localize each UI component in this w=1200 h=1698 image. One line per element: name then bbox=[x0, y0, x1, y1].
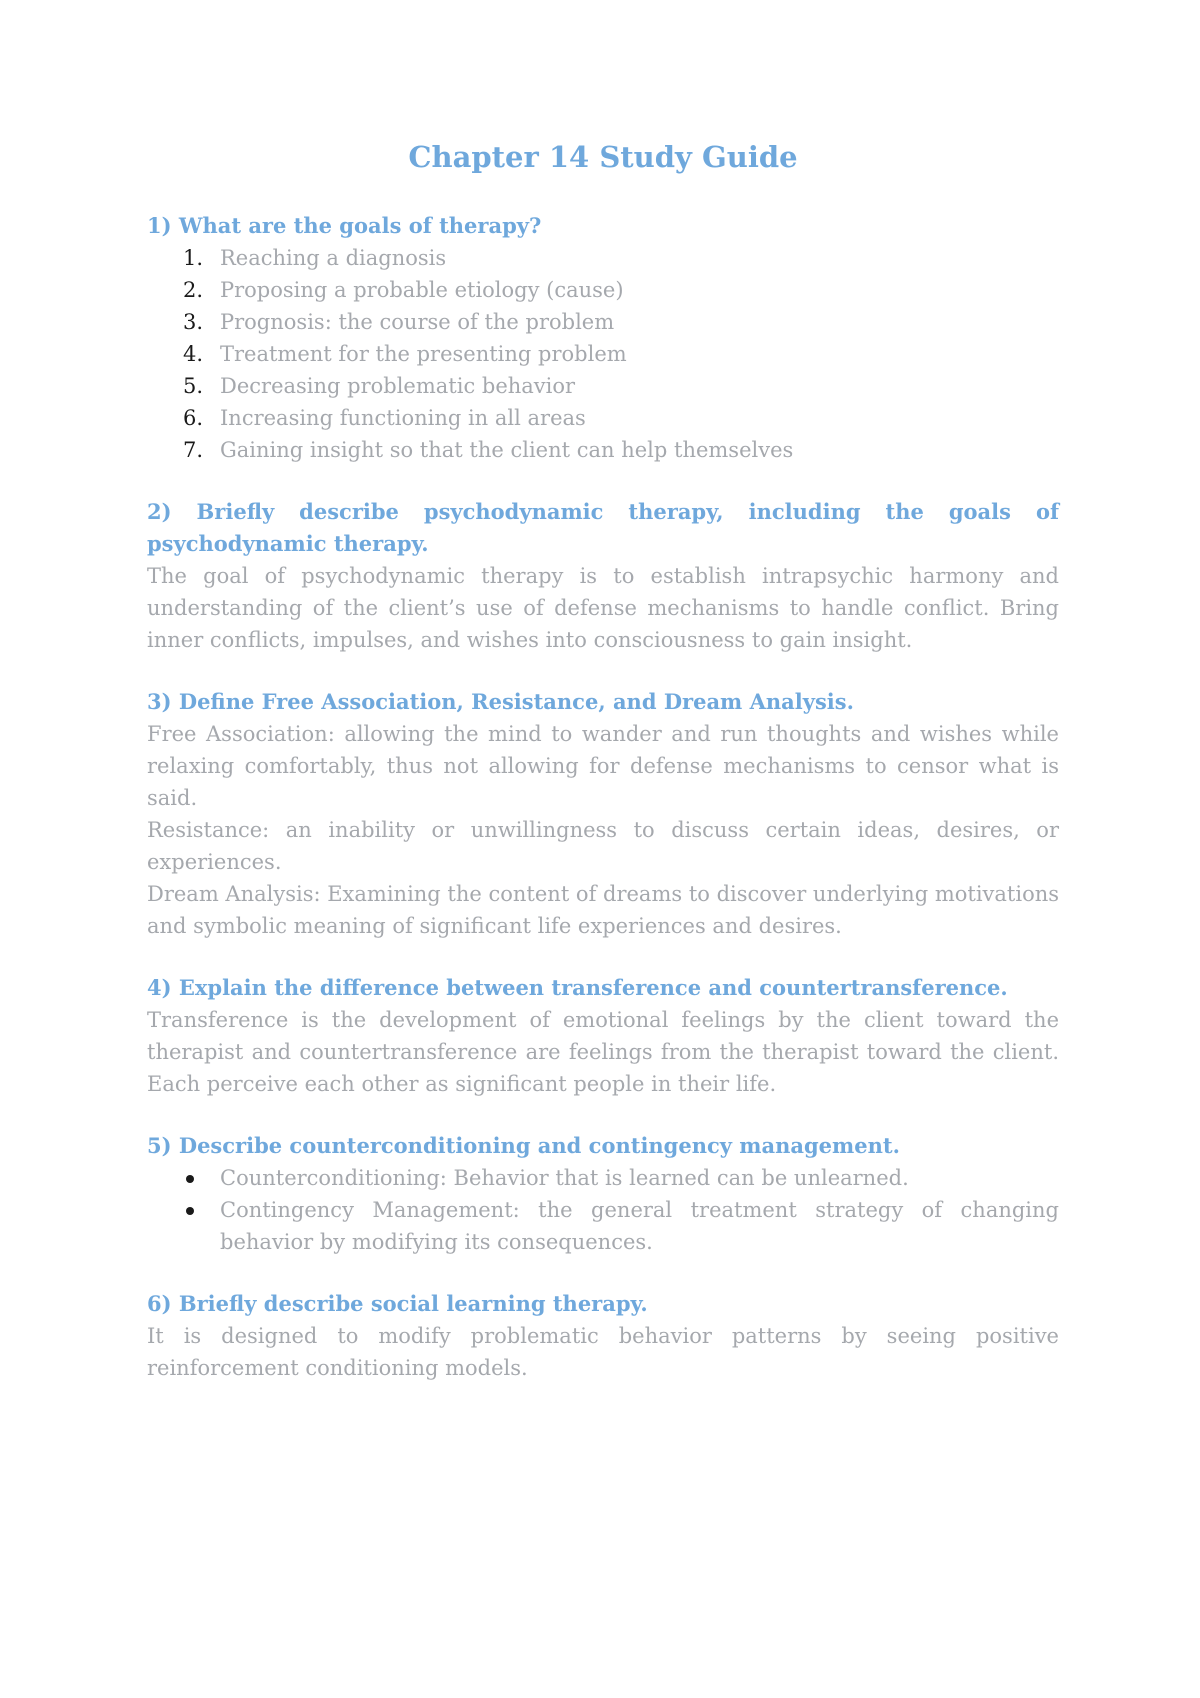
list-item bbox=[147, 402, 1059, 434]
page-title: Chapter 14 Study Guide bbox=[408, 140, 798, 174]
list-number: 5. bbox=[183, 374, 204, 398]
list-item bbox=[147, 1194, 1059, 1258]
list-item bbox=[147, 306, 1059, 338]
list-number: 2. bbox=[183, 278, 204, 302]
list-item-text: Counterconditioning: Behavior that is learned can be unlearned. bbox=[220, 1166, 909, 1190]
list-number: 1. bbox=[183, 246, 204, 270]
section-psychodynamic-therapy bbox=[147, 496, 1059, 656]
definition-resistance: Resistance: an inability or unwillingness to discuss certain ideas, desires, or experiences. bbox=[147, 818, 1059, 874]
bullet-list bbox=[147, 1162, 1059, 1258]
question-heading: 3) Define Free Association, Resistance, and Dream Analysis. bbox=[147, 689, 854, 714]
list-number: 6. bbox=[183, 406, 204, 430]
document-content bbox=[147, 140, 1059, 1414]
answer-text: The goal of psychodynamic therapy is to establish intrapsychic harmony and understanding of the client’s use of defense mechanisms to handle conflict. Bring inner conflicts, impulses, and wishes into consciousness to gain insight. bbox=[147, 564, 1059, 652]
list-number: 7. bbox=[183, 438, 204, 462]
section-counterconditioning bbox=[147, 1130, 1059, 1258]
list-item-text: Treatment for the presenting problem bbox=[220, 342, 627, 366]
section-definitions bbox=[147, 686, 1059, 942]
question-heading: 5) Describe counterconditioning and contingency management. bbox=[147, 1133, 900, 1158]
question-heading: 6) Briefly describe social learning therapy. bbox=[147, 1291, 648, 1316]
definition-free-association: Free Association: allowing the mind to wander and run thoughts and wishes while relaxing comfortably, thus not allowing for defense mechanisms to censor what is said. bbox=[147, 722, 1059, 810]
section-transference bbox=[147, 972, 1059, 1100]
section-goals-of-therapy bbox=[147, 210, 1059, 466]
definition-dream-analysis: Dream Analysis: Examining the content of dreams to discover underlying motivations and symbolic meaning of significant life experiences and desires. bbox=[147, 882, 1060, 938]
list-item-text: Gaining insight so that the client can help themselves bbox=[220, 438, 794, 462]
list-item-text: Contingency Management: the general treatment strategy of changing behavior by modifying its consequences. bbox=[220, 1198, 1059, 1254]
list-number: 3. bbox=[183, 310, 204, 334]
list-item bbox=[147, 274, 1059, 306]
list-item bbox=[147, 242, 1059, 274]
list-number: 4. bbox=[183, 342, 204, 366]
list-item-text: Reaching a diagnosis bbox=[220, 246, 447, 270]
bullet-icon bbox=[186, 1175, 194, 1183]
list-item-text: Prognosis: the course of the problem bbox=[220, 310, 615, 334]
question-heading: 2) Briefly describe psychodynamic therapy, including the goals of psychodynamic therapy. bbox=[147, 499, 1059, 556]
answer-text: Transference is the development of emotional feelings by the client toward the therapist and countertransference are feelings from the therapist toward the client. Each perceive each other as significant people in their life. bbox=[147, 1008, 1059, 1096]
question-heading: 4) Explain the difference between transference and countertransference. bbox=[147, 975, 1008, 1000]
answer-text: It is designed to modify problematic behavior patterns by seeing positive reinforcement conditioning models. bbox=[147, 1324, 1059, 1380]
list-item bbox=[147, 370, 1059, 402]
goals-list bbox=[147, 242, 1059, 466]
list-item-text: Decreasing problematic behavior bbox=[220, 374, 576, 398]
question-heading: 1) What are the goals of therapy? bbox=[147, 213, 542, 238]
list-item bbox=[147, 434, 1059, 466]
section-social-learning bbox=[147, 1288, 1059, 1384]
bullet-icon bbox=[186, 1207, 194, 1215]
list-item bbox=[147, 1162, 1059, 1194]
list-item-text: Proposing a probable etiology (cause) bbox=[220, 278, 624, 302]
list-item bbox=[147, 338, 1059, 370]
list-item-text: Increasing functioning in all areas bbox=[220, 406, 586, 430]
